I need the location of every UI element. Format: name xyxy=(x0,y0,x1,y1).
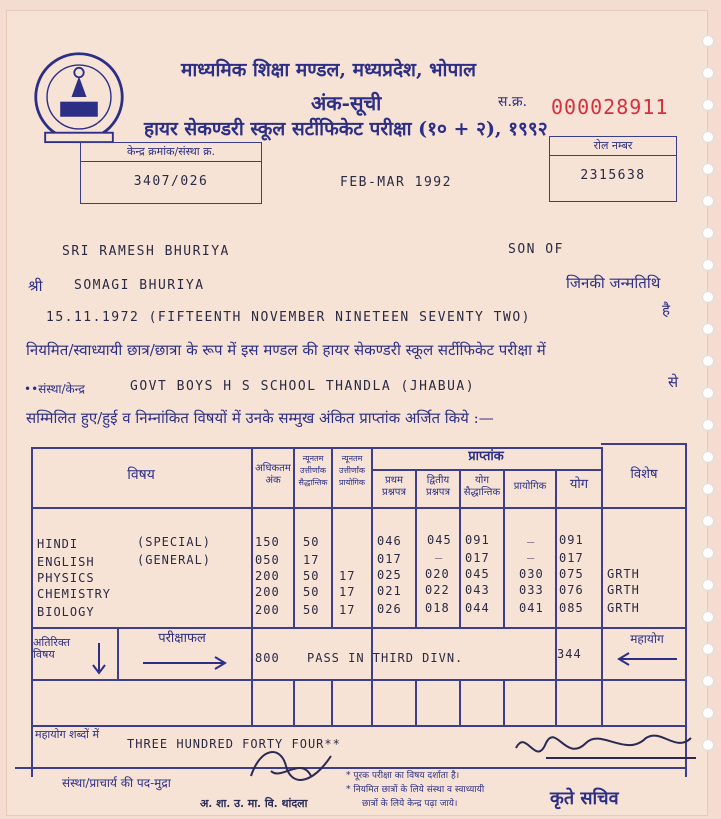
marks-table: विषय अधिकतम अंक न्यूनतम उत्तीर्णांक सैद्धान्तिक न्यूनतम उत्तीर्णांक प्रायोगिक प्राप्तांक प्रथम प्रश्नपत्र द्वितीय प्रश्नपत्र योग सैद्धान्तिक प्रायोगिक योग विशेष HINDI (SPECIAL) 150 50 046 045 091 _ 091 ENGLISH (GENERAL) 050 17 017 _ 017 _ 017 PHYSICS 200 50 17 025 020 045 030 075 GRTH CHEMISTRY 200 50 17 021 022 043 033 076 GRTH BIOLOGY 200 50 17 026 018 044 041 085 GRTH अतिरिक्त विषय परीक्षाफल 800 PASS IN THIRD DIVN. 344 महायोग महायोग शब्दों में THREE HUNDRED FORTY FOUR** xyxy=(31,447,687,819)
grand-total: 344 xyxy=(557,647,582,661)
header-total: योग xyxy=(569,477,589,492)
board-title: माध्यमिक शिक्षा मण्डल, मध्यप्रदेश, भोपाल xyxy=(181,59,477,81)
marksheet xyxy=(6,10,708,816)
header-min-practical: न्यूनतम उत्तीर्णांक प्रायोगिक xyxy=(338,454,366,487)
appeared-line: सम्मिलित हुए/हुई व निम्नांकित विषयों में उनके सम्मुख अंकित प्राप्तांक अर्जित किये :— xyxy=(26,409,494,427)
arrow-right-icon xyxy=(143,655,227,671)
centre-box xyxy=(80,142,262,204)
centre-value: 3407/026 xyxy=(133,174,209,189)
header-practical: प्रायोगिक xyxy=(513,481,547,492)
school-name: GOVT BOYS H S SCHOOL THANDLA (JHABUA) xyxy=(130,379,476,394)
roll-label: रोल नम्बर xyxy=(550,137,676,156)
header-theory-total: योग सैद्धान्तिक xyxy=(463,475,501,498)
dob-label: जिनकी जन्मतिथि xyxy=(566,274,661,292)
se-label: से xyxy=(668,373,679,391)
extra-subject-label: अतिरिक्त विषय xyxy=(33,636,71,661)
header-paper1: प्रथम प्रश्नपत्र xyxy=(382,475,406,498)
arrow-down-icon xyxy=(91,643,107,675)
binder-holes xyxy=(703,36,717,772)
header-obtained: प्राप्तांक xyxy=(468,449,504,464)
header-min-theory: न्यूनतम उत्तीर्णांक सैद्धान्तिक xyxy=(298,454,328,487)
regular-line: नियमित/स्वाध्यायी छात्र/छात्रा के रूप में इस मण्डल की हायर सेकण्डरी स्कूल सर्टीफिकेट परीक्षा में xyxy=(26,341,546,359)
principal-signature-icon xyxy=(241,736,341,796)
header-subject: विषय xyxy=(127,467,155,483)
roll-box xyxy=(549,136,677,202)
grand-total-label: महायोग xyxy=(630,632,664,646)
serial-label: स.क्र. xyxy=(498,94,528,110)
header-max: अधिकतम अंक xyxy=(255,463,291,486)
note-2: * नियमित छात्रों के लिये संस्था व स्वाध्यायी xyxy=(346,785,485,795)
centre-label: केन्द्र क्रमांक/संस्था क्र. xyxy=(81,143,261,162)
note-1: * पूरक परीक्षा का विषय दर्शाता है। xyxy=(346,771,460,781)
words-label: महायोग शब्दों में xyxy=(35,728,100,741)
student-name: SRI RAMESH BHURIYA xyxy=(62,244,230,259)
school-stamp: अ. शा. उ. मा. वि. थांदला xyxy=(200,797,308,810)
grand-max: 800 xyxy=(255,651,280,665)
result-value: PASS IN THIRD DIVN. xyxy=(307,651,464,665)
words-value: THREE HUNDRED FORTY FOUR** xyxy=(127,737,341,751)
secretary-signature-icon xyxy=(506,718,706,778)
secretary-label: कृते सचिव xyxy=(550,788,619,809)
son-of: SON OF xyxy=(508,242,564,257)
sanstha-label: ••संस्था/केन्द्र xyxy=(24,382,85,396)
note-3: छात्रों के लिये केन्द्र पढ़ा जाये। xyxy=(362,799,458,809)
header-special: विशेष xyxy=(630,467,658,482)
header-paper2: द्वितीय प्रश्नपत्र xyxy=(426,475,450,498)
doc-title: अंक-सूची xyxy=(311,91,382,115)
shri-label: श्री xyxy=(28,277,43,295)
result-label: परीक्षाफल xyxy=(158,631,206,646)
session: FEB-MAR 1992 xyxy=(340,175,452,190)
arrow-left-icon xyxy=(617,651,677,667)
serial-number: 000028911 xyxy=(551,95,669,119)
hai-label: है xyxy=(662,301,670,319)
dob-value: 15.11.1972 (FIFTEENTH NOVEMBER NINETEEN SEVENTY TWO) xyxy=(46,310,531,325)
roll-value: 2315638 xyxy=(580,168,646,183)
board-emblem-icon xyxy=(32,50,126,144)
father-name: SOMAGI BHURIYA xyxy=(74,278,205,293)
principal-seal-label: संस्था/प्राचार्य की पद-मुद्रा xyxy=(62,776,171,790)
exam-title: हायर सेकण्डरी स्कूल सर्टीफिकेट परीक्षा (१० + २), १९९२ xyxy=(144,118,548,140)
